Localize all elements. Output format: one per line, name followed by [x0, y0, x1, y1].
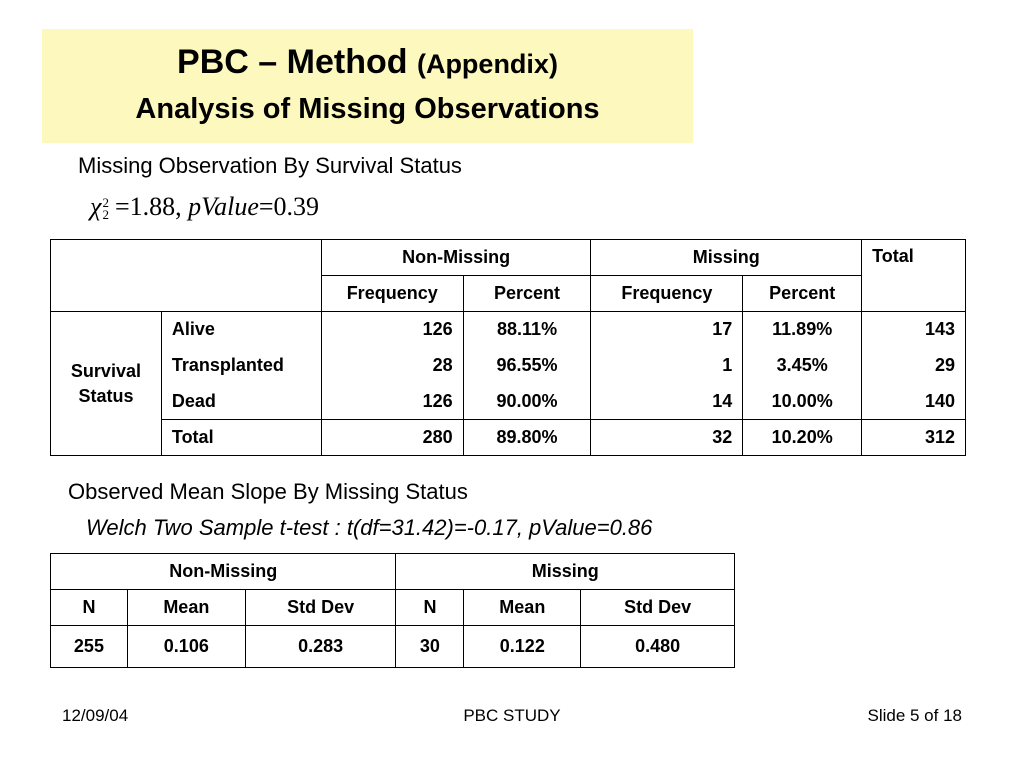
pvalue-value: =0.39: [258, 192, 320, 221]
nm-percent: 96.55%: [463, 348, 591, 384]
m-frequency: 32: [591, 420, 743, 456]
title-main: PBC – Method: [177, 43, 408, 81]
chi-subscript: 2: [102, 207, 109, 223]
nm-n: 255: [51, 626, 128, 668]
section1-heading: Missing Observation By Survival Status: [78, 153, 462, 178]
footer-slide-number: Slide 5 of 18: [867, 706, 962, 725]
chi-symbol: χ: [90, 192, 102, 221]
table-row: [51, 384, 966, 420]
row-total: 312: [862, 420, 966, 456]
m-percent: 11.89%: [743, 312, 862, 348]
nm-percent: 89.80%: [463, 420, 591, 456]
row-label: Dead: [161, 384, 321, 420]
title-box: [42, 29, 693, 143]
chi-indices: [102, 197, 109, 221]
table-row: [51, 348, 966, 384]
mean-slope-table: [50, 553, 735, 668]
nm-frequency: 126: [321, 312, 463, 348]
table1-header-m-percent: Percent: [743, 276, 862, 312]
table1-header-missing: Missing: [591, 240, 862, 276]
footer-title: PBC STUDY: [463, 706, 561, 725]
table1-corner: [51, 240, 322, 312]
chi-square-formula: [90, 192, 319, 222]
pvalue-label: pValue: [188, 192, 259, 221]
chi-value: =1.88,: [114, 192, 182, 221]
table1-header-nm-frequency: Frequency: [321, 276, 463, 312]
m-frequency: 14: [591, 384, 743, 420]
nm-frequency: 126: [321, 384, 463, 420]
chi-superscript: 2: [102, 195, 109, 211]
m-percent: 3.45%: [743, 348, 862, 384]
nm-percent: 90.00%: [463, 384, 591, 420]
footer-date: 12/09/04: [62, 706, 129, 725]
table2-header-m-mean: Mean: [464, 590, 581, 626]
m-percent: 10.00%: [743, 384, 862, 420]
table2-header-m-sd: Std Dev: [581, 590, 735, 626]
welch-test-result: Welch Two Sample t-test : t(df=31.42)=-0.17, pValue=0.86: [86, 515, 653, 540]
nm-sd: 0.283: [245, 626, 396, 668]
row-total: 140: [862, 384, 966, 420]
table2-header-nm-mean: Mean: [127, 590, 245, 626]
page-subtitle: Analysis of Missing Observations: [135, 93, 600, 125]
row-label: Alive: [161, 312, 321, 348]
m-frequency: 17: [591, 312, 743, 348]
m-sd: 0.480: [581, 626, 735, 668]
nm-frequency: 28: [321, 348, 463, 384]
table2-header-m-n: N: [396, 590, 464, 626]
table2-header-nm-n: N: [51, 590, 128, 626]
table1-header-non-missing: Non-Missing: [321, 240, 591, 276]
nm-percent: 88.11%: [463, 312, 591, 348]
survival-missing-table: [50, 239, 966, 456]
nm-mean: 0.106: [127, 626, 245, 668]
section2-heading: Observed Mean Slope By Missing Status: [68, 479, 468, 504]
row-label: Total: [161, 420, 321, 456]
row-group-label: Survival Status: [51, 312, 162, 456]
m-n: 30: [396, 626, 464, 668]
m-percent: 10.20%: [743, 420, 862, 456]
table-row: [51, 626, 735, 668]
m-mean: 0.122: [464, 626, 581, 668]
nm-frequency: 280: [321, 420, 463, 456]
table-row-total: [51, 420, 966, 456]
row-total: 143: [862, 312, 966, 348]
table2-header-non-missing: Non-Missing: [51, 554, 396, 590]
row-label: Transplanted: [161, 348, 321, 384]
table2-header-nm-sd: Std Dev: [245, 590, 396, 626]
table1-header-nm-percent: Percent: [463, 276, 591, 312]
m-frequency: 1: [591, 348, 743, 384]
table1-header-total: Total: [862, 240, 966, 312]
table-row: [51, 312, 966, 348]
page-title: [42, 39, 693, 87]
table2-header-missing: Missing: [396, 554, 735, 590]
table1-header-m-frequency: Frequency: [591, 276, 743, 312]
row-total: 29: [862, 348, 966, 384]
title-appendix: (Appendix): [416, 49, 558, 79]
